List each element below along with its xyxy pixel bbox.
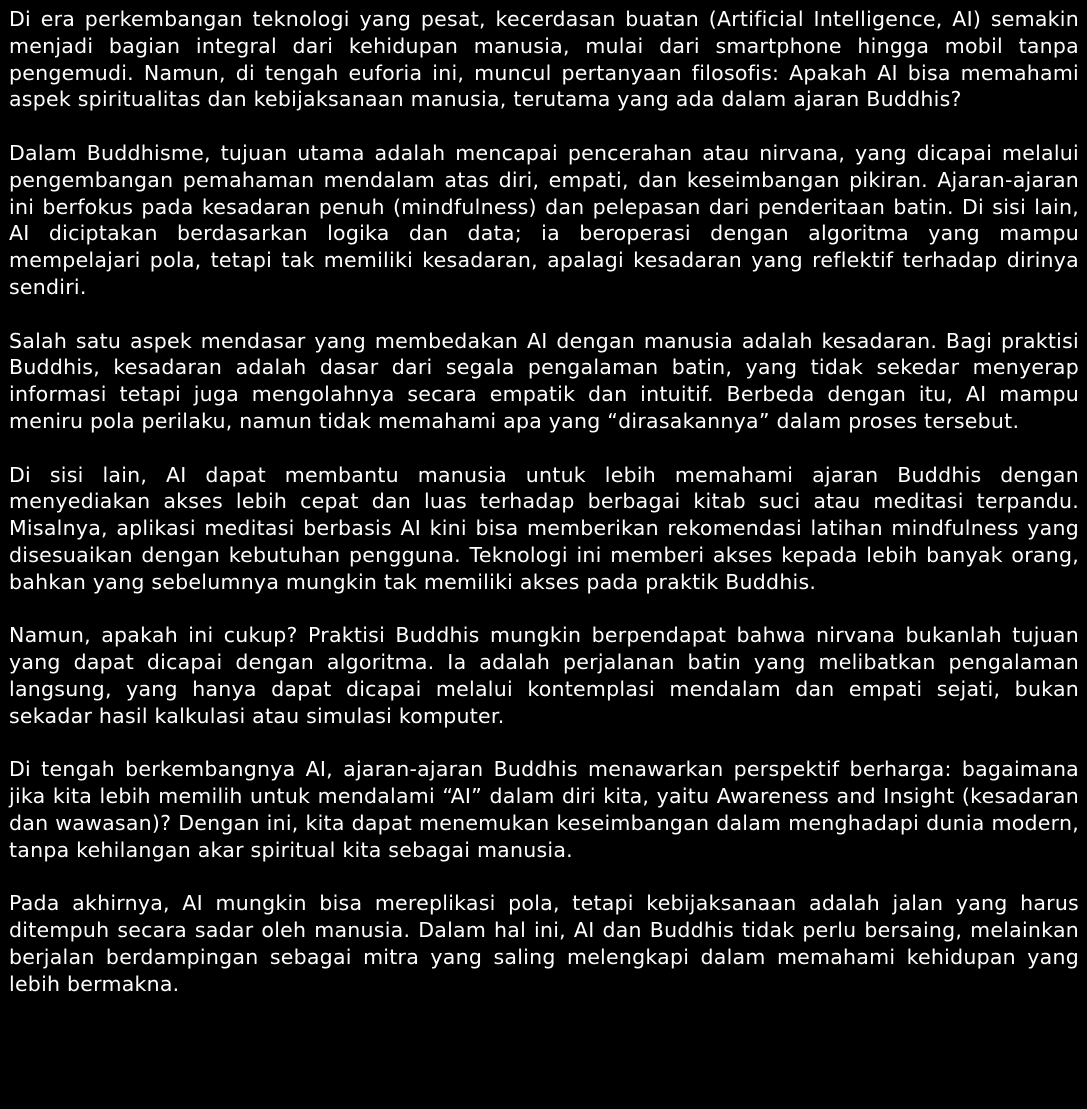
paragraph-7: Pada akhirnya, AI mungkin bisa mereplikasi pola, tetapi kebijaksanaan adalah jalan yang harus ditempuh secara sadar oleh manusia. Dalam hal ini, AI dan Buddhis tidak perlu bersaing, melainkan berjalan berdampingan sebagai mitra yang saling melengkapi dalam memahami kehidupan yang lebih bermakna. xyxy=(9,891,1079,996)
paragraph-4: Di sisi lain, AI dapat membantu manusia untuk lebih memahami ajaran Buddhis dengan menyediakan akses lebih cepat dan luas terhadap berbagai kitab suci atau meditasi terpandu. Misalnya, aplikasi meditasi berbasis AI kini bisa memberikan rekomendasi latihan mindfulness yang disesuaikan dengan kebutuhan pengguna. Teknologi ini memberi akses kepada lebih banyak orang, bahkan yang sebelumnya mungkin tak memiliki akses pada praktik Buddhis. xyxy=(9,462,1079,594)
paragraph-6: Di tengah berkembangnya AI, ajaran-ajaran Buddhis menawarkan perspektif berharga: bagaimana jika kita lebih memilih untuk mendalami “AI” dalam diri kita, yaitu Awareness and Insight (kesadaran dan wawasan)? Dengan ini, kita dapat menemukan keseimbangan dalam menghadapi dunia modern, tanpa kehilangan akar spiritual kita sebagai manusia. xyxy=(9,757,1079,862)
paragraph-3: Salah satu aspek mendasar yang membedakan AI dengan manusia adalah kesadaran. Bagi praktisi Buddhis, kesadaran adalah dasar dari segala pengalaman batin, yang tidak sekedar menyerap informasi tetapi juga mengolahnya secara empatik dan intuitif. Berbeda dengan itu, AI mampu meniru pola perilaku, namun tidak memahami apa yang “dirasakannya” dalam proses tersebut. xyxy=(9,328,1079,433)
paragraph-5: Namun, apakah ini cukup? Praktisi Buddhis mungkin berpendapat bahwa nirvana bukanlah tujuan yang dapat dicapai dengan algoritma. Ia adalah perjalanan batin yang melibatkan pengalaman langsung, yang hanya dapat dicapai melalui kontemplasi mendalam dan empati sejati, bukan sekadar hasil kalkulasi atau simulasi komputer. xyxy=(9,623,1079,728)
paragraph-2: Dalam Buddhisme, tujuan utama adalah mencapai pencerahan atau nirvana, yang dicapai melalui pengembangan pemahaman mendalam atas diri, empati, dan keseimbangan pikiran. Ajaran-ajaran ini berfokus pada kesadaran penuh (mindfulness) dan pelepasan dari penderitaan batin. Di sisi lain, AI diciptakan berdasarkan logika dan data; ia beroperasi dengan algoritma yang mampu mempelajari pola, tetapi tak memiliki kesadaran, apalagi kesadaran yang reflektif terhadap dirinya sendiri. xyxy=(9,140,1079,299)
article-body xyxy=(9,6,1079,997)
paragraph-1: Di era perkembangan teknologi yang pesat, kecerdasan buatan (Artificial Intelligence, AI) semakin menjadi bagian integral dari kehidupan manusia, mulai dari smartphone hingga mobil tanpa pengemudi. Namun, di tengah euforia ini, muncul pertanyaan filosofis: Apakah AI bisa memahami aspek spiritualitas dan kebijaksanaan manusia, terutama yang ada dalam ajaran Buddhis? xyxy=(9,7,1079,112)
